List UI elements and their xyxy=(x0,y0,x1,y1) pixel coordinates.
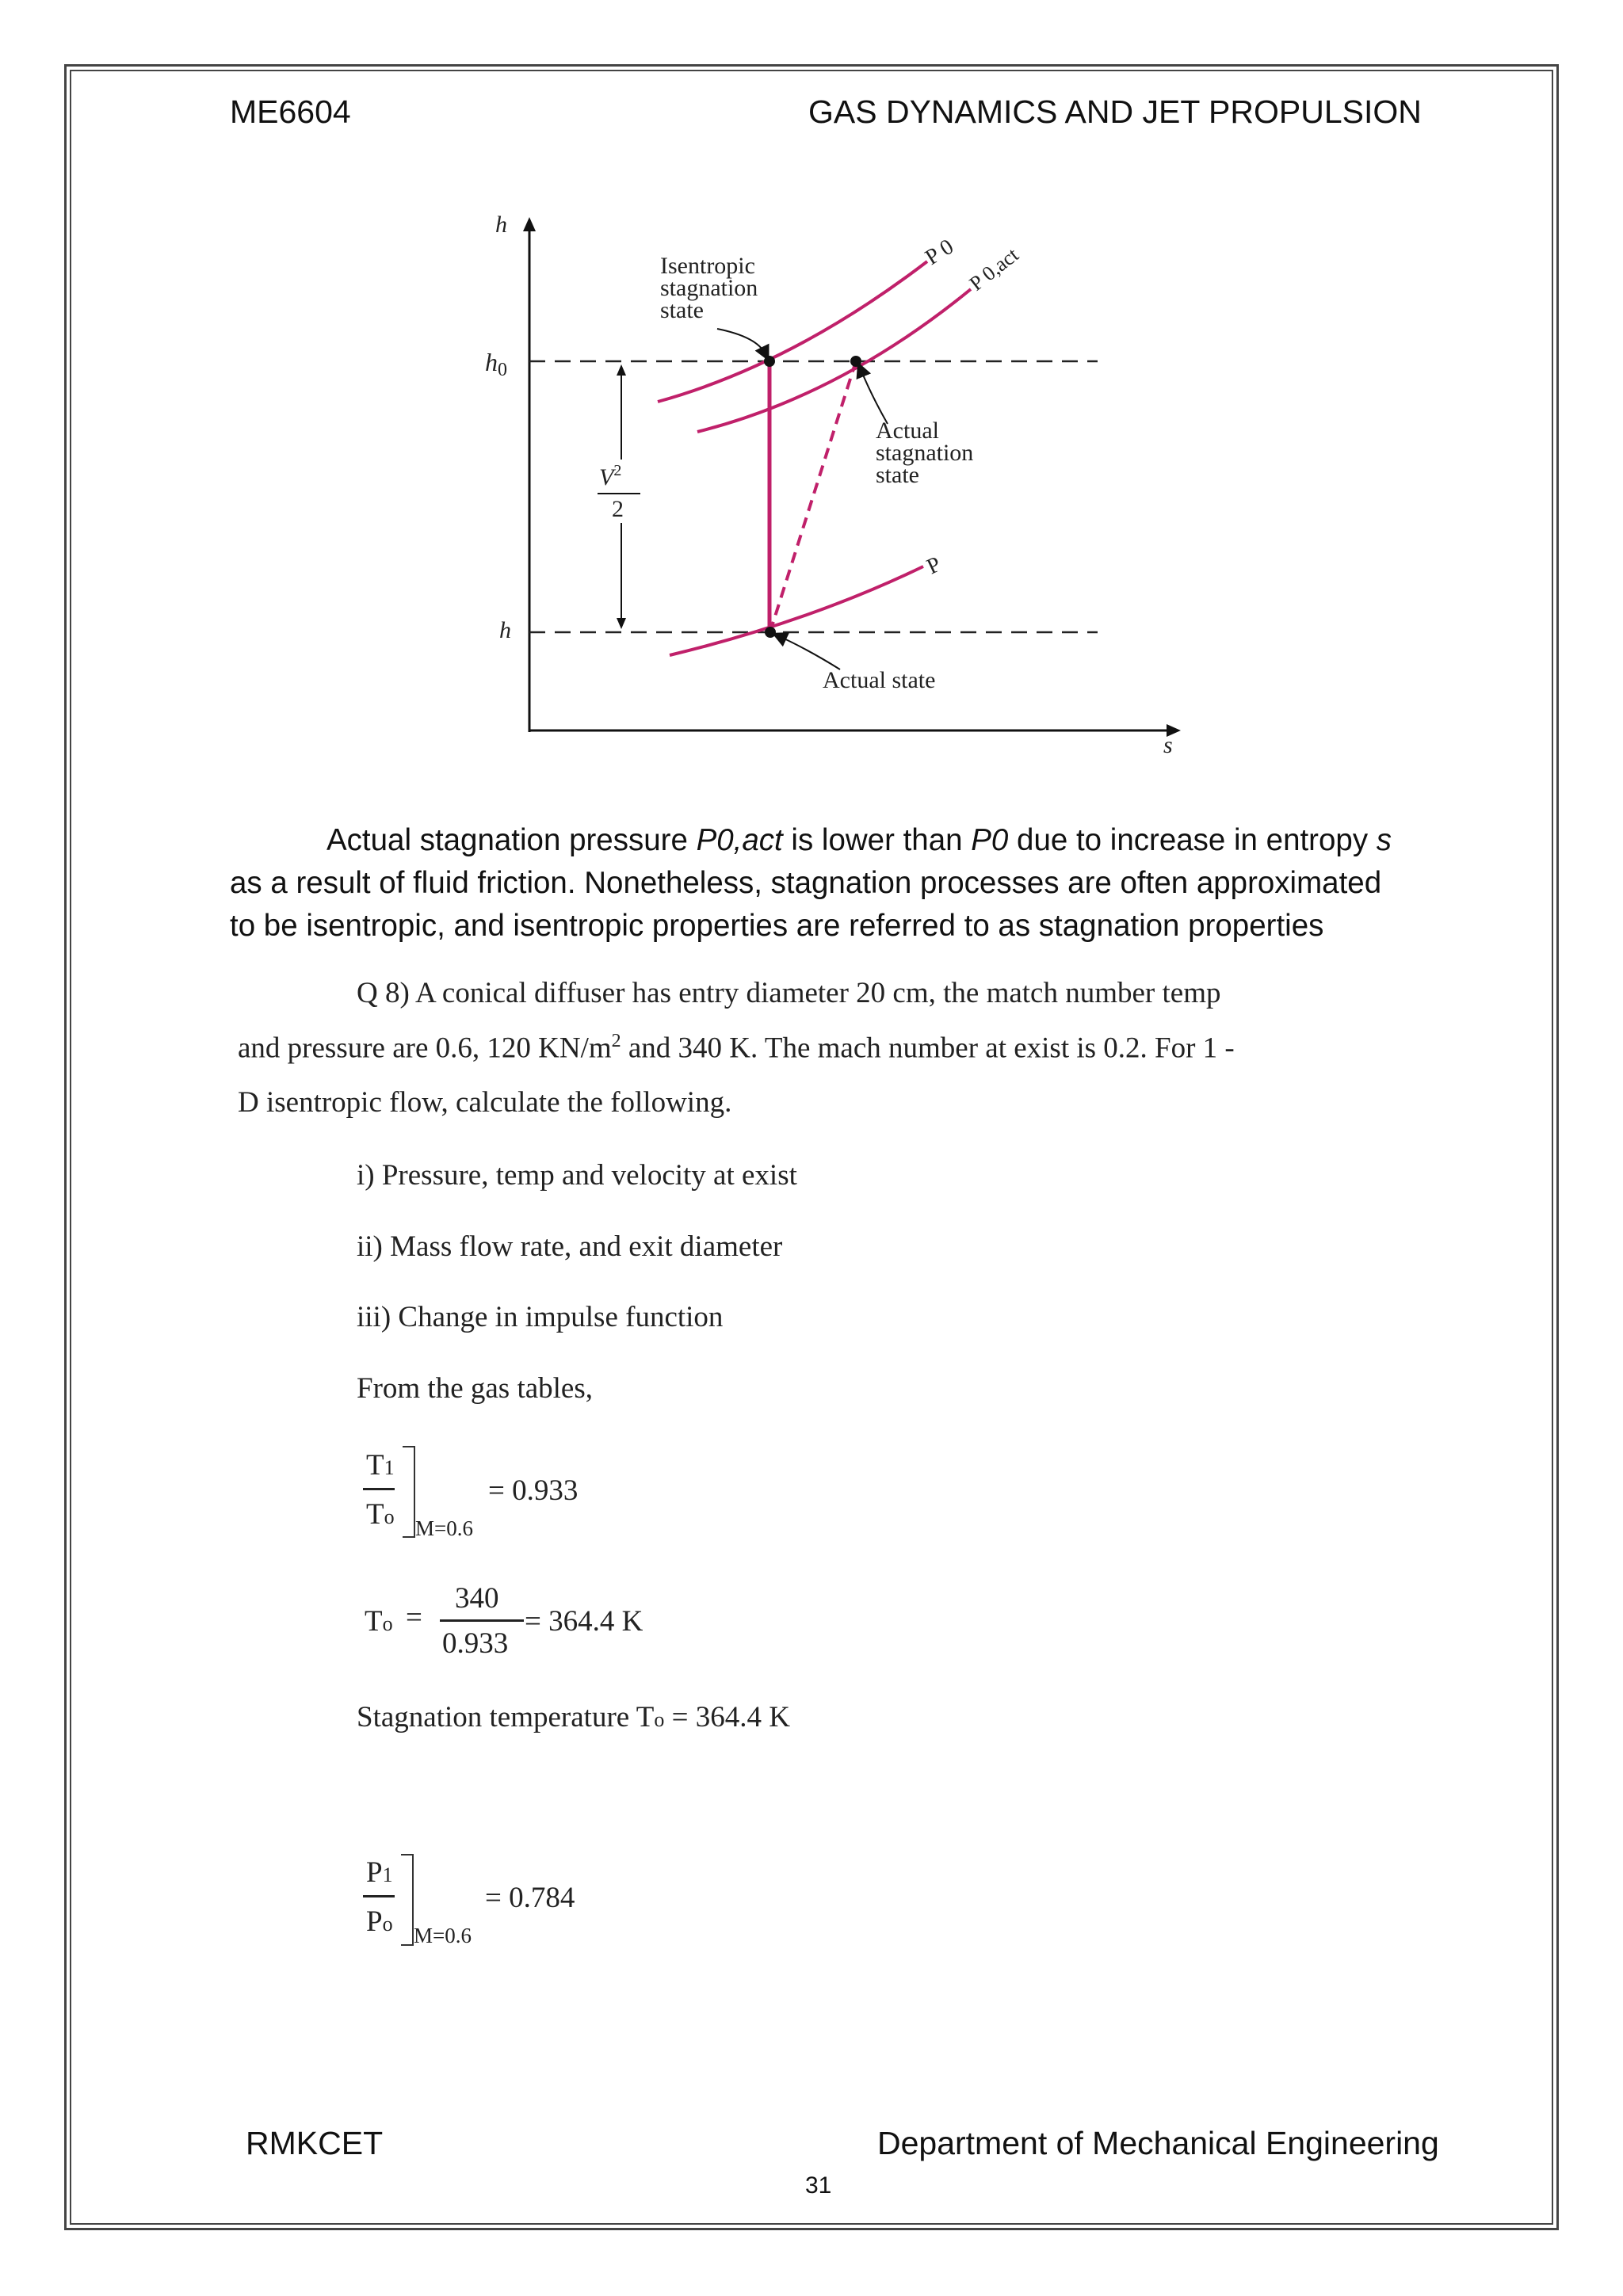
t-ratio-mach: M=0.6 xyxy=(415,1516,473,1540)
to-denominator: 0.933 xyxy=(442,1627,509,1660)
actual-state-point xyxy=(765,627,776,638)
isentropic-label-1: Isentropic xyxy=(660,253,755,279)
gas-tables-line: From the gas tables, xyxy=(357,1372,594,1405)
stagnation-paragraph xyxy=(230,819,1482,948)
to-lhs: To xyxy=(365,1605,393,1638)
p-curve-label: P xyxy=(922,551,945,580)
h0-label: h0 xyxy=(485,348,507,380)
course-code: ME6604 xyxy=(230,93,351,130)
stagnation-state-diagram xyxy=(475,204,1189,767)
t-ratio-bar xyxy=(363,1488,395,1490)
p-curve xyxy=(670,566,923,655)
page-number: 31 xyxy=(805,2172,832,2199)
isentropic-label-2: stagnation xyxy=(660,275,758,301)
isentropic-label-3: state xyxy=(660,297,704,323)
p-ratio-bracket xyxy=(401,1854,414,1946)
paragraph-line-1: Actual stagnation pressure P0,act is lower than P0 due to increase in entropy s xyxy=(327,823,1392,857)
question-line-3: D isentropic flow, calculate the following. xyxy=(238,1086,732,1119)
p0-curve-label: P 0 xyxy=(921,234,958,270)
v2-denominator: 2 xyxy=(612,496,624,522)
question-line-2: and pressure are 0.6, 120 $KN/m^2$ and 340 K. The mach number at exist is 0.2. For 1 - xyxy=(238,1031,1235,1065)
actual-state-label: Actual state xyxy=(823,667,936,693)
t-ratio-bracket xyxy=(403,1446,415,1538)
h-label: h xyxy=(499,617,511,643)
stagnation-temperature-line: Stagnation temperature To = 364.4 K xyxy=(357,1701,790,1733)
p-ratio-value: = 0.784 xyxy=(485,1882,575,1914)
to-numerator: 340 xyxy=(455,1582,499,1615)
y-axis-arrowhead xyxy=(523,217,536,231)
isentropic-stagnation-point xyxy=(764,356,775,367)
p-ratio-mach: M=0.6 xyxy=(414,1924,472,1947)
to-fraction-bar xyxy=(440,1619,524,1622)
question-line-1: Q 8) A conical diffuser has entry diameter 20 cm, the match number temp xyxy=(357,977,1221,1009)
to-equals: = xyxy=(406,1601,422,1634)
actual-stag-label-3: state xyxy=(876,462,919,488)
x-axis-label: s xyxy=(1163,732,1173,758)
footer-institution: RMKCET xyxy=(246,2125,384,2161)
p-ratio-denominator: Po xyxy=(366,1905,393,1938)
actual-stag-label-2: stagnation xyxy=(876,440,974,466)
y-axis-label: h xyxy=(495,212,507,238)
t-ratio-value: = 0.933 xyxy=(488,1474,579,1507)
question-item-3: iii) Change in impulse function xyxy=(357,1301,724,1333)
footer-department: Department of Mechanical Engineering xyxy=(877,2125,1439,2161)
t-ratio-numerator: T1 xyxy=(366,1449,395,1482)
question-item-2: ii) Mass flow rate, and exit diameter xyxy=(357,1230,783,1263)
t-ratio-denominator: To xyxy=(366,1498,395,1531)
to-result: = 364.4 K xyxy=(525,1605,643,1638)
paragraph-line-2: as a result of fluid friction. Nonetheless, stagnation processes are often approximated xyxy=(230,866,1382,900)
p-ratio-bar xyxy=(363,1895,395,1897)
v2-numerator: $V^2$ xyxy=(599,462,622,490)
course-title: GAS DYNAMICS AND JET PROPULSION xyxy=(808,93,1422,130)
paragraph-line-3: to be isentropic, and isentropic properties are referred to as stagnation properties xyxy=(230,909,1324,943)
question-item-1: i) Pressure, temp and velocity at exist xyxy=(357,1159,797,1192)
p-ratio-numerator: P1 xyxy=(366,1856,393,1889)
p0act-curve-label: P 0,act xyxy=(964,242,1023,296)
actual-stagnation-point xyxy=(850,356,861,367)
actual-stag-label-1: Actual xyxy=(876,418,939,444)
